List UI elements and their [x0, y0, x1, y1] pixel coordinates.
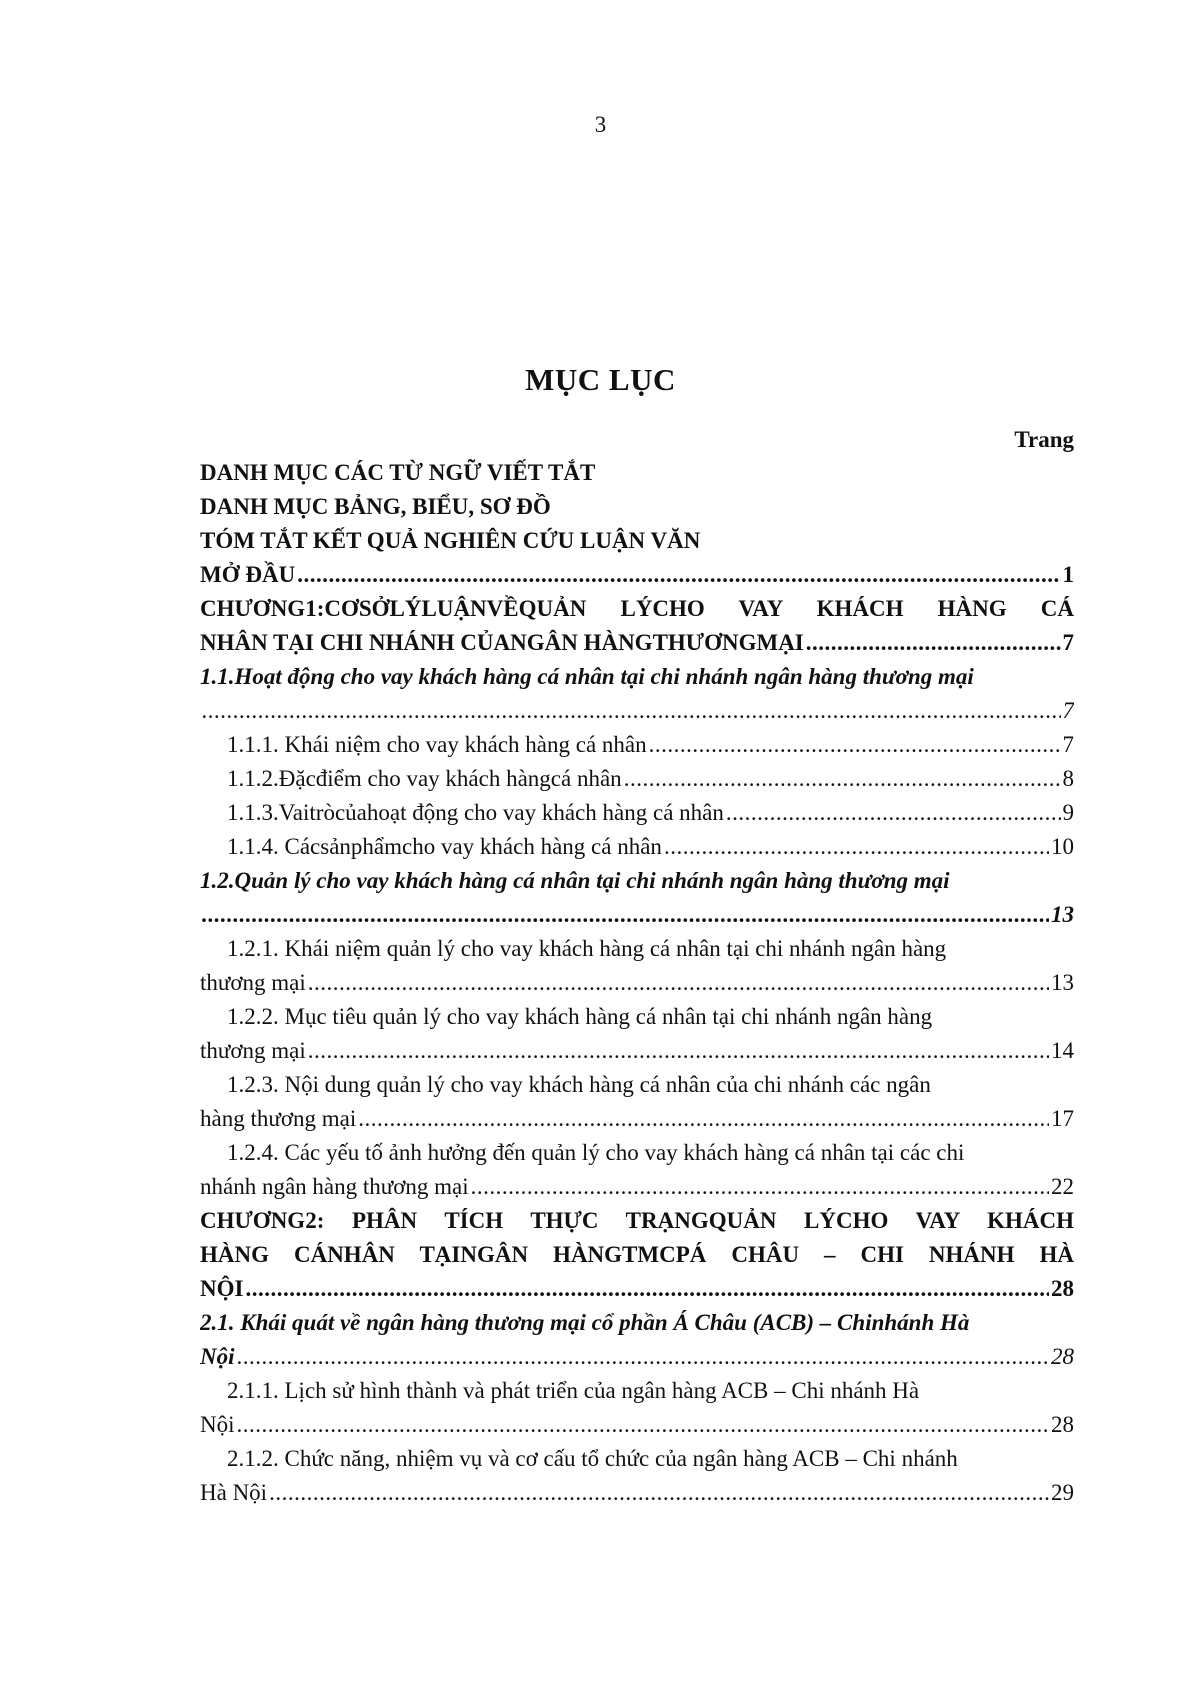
dot-leader: [308, 966, 1049, 1000]
page-number: 3: [594, 112, 607, 137]
dot-leader: [245, 1272, 1049, 1306]
toc-entry-page: 7: [1062, 732, 1074, 757]
dot-leader: [726, 796, 1061, 830]
toc-entry-text: 1.1.4. Cácsảnphẩmcho vay khách hàng cá nhân: [227, 834, 662, 859]
dot-leader: [237, 1340, 1050, 1374]
toc-entry[interactable]: [200, 1306, 1074, 1340]
toc-entry[interactable]: [200, 660, 1074, 694]
table-of-contents: [200, 456, 1074, 1510]
toc-entry-text: CHƯƠNG1:CƠSỞLÝLUẬNVỀQUẢN LÝCHO VAY KHÁCH HÀNG CÁ: [200, 596, 1074, 621]
toc-entry-page: 13: [1051, 970, 1074, 995]
toc-entry-text: TÓM TẮT KẾT QUẢ NGHIÊN CỨU LUẬN VĂN: [200, 528, 701, 553]
toc-entry-text: HÀNG CÁNHÂN TẠINGÂN HÀNGTMCPÁ CHÂU – CHI NHÁNH HÀ: [200, 1242, 1074, 1267]
toc-entry[interactable]: [200, 1340, 1074, 1374]
toc-entry-page: 28: [1051, 1344, 1074, 1369]
dot-leader: [269, 1476, 1049, 1510]
toc-entry-page: 13: [1051, 902, 1074, 927]
toc-entry-page: 9: [1062, 800, 1074, 825]
toc-entry[interactable]: [200, 490, 1074, 524]
toc-entry-text: hàng thương mại: [200, 1106, 357, 1131]
toc-entry-text: nhánh ngân hàng thương mại: [200, 1174, 469, 1199]
toc-entry-text: thương mại: [200, 970, 306, 995]
toc-entry-page: 7: [1062, 698, 1074, 723]
dot-leader: [806, 626, 1061, 660]
dot-leader: [297, 558, 1060, 592]
toc-entry-text: NỘI: [200, 1276, 244, 1301]
toc-entry-text: 1.2.4. Các yếu tố ảnh hưởng đến quản lý cho vay khách hàng cá nhân tại các chi: [227, 1140, 965, 1165]
toc-entry[interactable]: [200, 558, 1074, 592]
toc-entry-page: 28: [1051, 1276, 1074, 1301]
toc-entry-page: 14: [1051, 1038, 1074, 1063]
toc-entry-page: 29: [1051, 1480, 1074, 1505]
dot-leader: [202, 694, 1061, 728]
toc-entry-text: 2.1.1. Lịch sử hình thành và phát triển của ngân hàng ACB – Chi nhánh Hà: [227, 1378, 920, 1403]
toc-entry-page: 7: [1062, 630, 1074, 655]
toc-entry-text: 1.1.3.Vaitròcủahoạt động cho vay khách hàng cá nhân: [227, 800, 724, 825]
toc-entry[interactable]: [200, 456, 1074, 490]
toc-entry-page: 8: [1062, 766, 1074, 791]
toc-entry[interactable]: [200, 932, 1074, 966]
toc-entry[interactable]: [200, 592, 1074, 626]
toc-entry[interactable]: [200, 1238, 1074, 1272]
toc-entry-page: 10: [1051, 834, 1074, 859]
toc-entry-text: NHÂN TẠI CHI NHÁNH CỦANGÂN HÀNGTHƯƠNGMẠI: [200, 630, 804, 655]
toc-entry[interactable]: [200, 1408, 1074, 1442]
dot-leader: [202, 898, 1049, 932]
toc-entry-text: 2.1. Khái quát về ngân hàng thương mại cổ phần Á Châu (ACB) – Chinhánh Hà: [200, 1310, 970, 1335]
toc-entry[interactable]: [200, 524, 1074, 558]
toc-entry[interactable]: [200, 830, 1074, 864]
toc-entry[interactable]: [200, 796, 1074, 830]
toc-entry-text: Nội: [200, 1412, 235, 1437]
toc-entry-text: DANH MỤC CÁC TỪ NGỮ VIẾT TẮT: [200, 460, 596, 485]
toc-entry[interactable]: [200, 1170, 1074, 1204]
toc-entry[interactable]: [200, 1068, 1074, 1102]
toc-entry[interactable]: [200, 966, 1074, 1000]
toc-entry-text: thương mại: [200, 1038, 306, 1063]
toc-entry[interactable]: [200, 1204, 1074, 1238]
toc-entry-page: 28: [1051, 1412, 1074, 1437]
toc-entry[interactable]: [200, 626, 1074, 660]
dot-leader: [237, 1408, 1050, 1442]
toc-entry[interactable]: [200, 1272, 1074, 1306]
dot-leader: [624, 762, 1061, 796]
toc-entry-text: MỞ ĐẦU: [200, 562, 296, 587]
toc-entry[interactable]: [200, 762, 1074, 796]
toc-entry[interactable]: [200, 898, 1074, 932]
toc-entry-text: Nội: [200, 1344, 235, 1369]
dot-leader: [649, 728, 1061, 762]
toc-entry[interactable]: [200, 1442, 1074, 1476]
page-column-header: Trang: [1014, 427, 1074, 452]
dot-leader: [358, 1102, 1049, 1136]
toc-entry[interactable]: [200, 694, 1074, 728]
toc-entry[interactable]: [200, 864, 1074, 898]
toc-entry[interactable]: [200, 1034, 1074, 1068]
toc-entry-page: 1: [1062, 562, 1074, 587]
toc-entry[interactable]: [200, 1102, 1074, 1136]
toc-title: MỤC LỤC: [525, 362, 676, 397]
toc-entry-page: 17: [1051, 1106, 1074, 1131]
toc-entry-page: 22: [1051, 1174, 1074, 1199]
toc-entry-text: 1.1.1. Khái niệm cho vay khách hàng cá nhân: [227, 732, 647, 757]
toc-entry-text: CHƯƠNG2: PHÂN TÍCH THỰC TRẠNGQUẢN LÝCHO VAY KHÁCH: [200, 1208, 1074, 1233]
toc-entry[interactable]: [200, 1476, 1074, 1510]
toc-entry-text: 2.1.2. Chức năng, nhiệm vụ và cơ cấu tổ chức của ngân hàng ACB – Chi nhánh: [227, 1446, 958, 1471]
toc-entry-text: 1.2.3. Nội dung quản lý cho vay khách hàng cá nhân của chi nhánh các ngân: [227, 1072, 931, 1097]
toc-entry-text: Hà Nội: [200, 1480, 268, 1505]
toc-entry[interactable]: [200, 728, 1074, 762]
toc-entry-text: 1.2.2. Mục tiêu quản lý cho vay khách hàng cá nhân tại chi nhánh ngân hàng: [227, 1004, 933, 1029]
toc-entry-text: 1.2.Quản lý cho vay khách hàng cá nhân tại chi nhánh ngân hàng thương mại: [200, 868, 950, 893]
toc-entry[interactable]: [200, 1136, 1074, 1170]
toc-entry-text: 1.2.1. Khái niệm quản lý cho vay khách hàng cá nhân tại chi nhánh ngân hàng: [227, 936, 947, 961]
toc-entry-text: 1.1.Hoạt động cho vay khách hàng cá nhân tại chi nhánh ngân hàng thương mại: [200, 664, 974, 689]
toc-entry-text: 1.1.2.Đặcđiểm cho vay khách hàngcá nhân: [227, 766, 622, 791]
dot-leader: [308, 1034, 1049, 1068]
dot-leader: [471, 1170, 1049, 1204]
toc-entry[interactable]: [200, 1374, 1074, 1408]
toc-entry[interactable]: [200, 1000, 1074, 1034]
toc-entry-text: DANH MỤC BẢNG, BIỂU, SƠ ĐỒ: [200, 494, 551, 519]
dot-leader: [664, 830, 1049, 864]
